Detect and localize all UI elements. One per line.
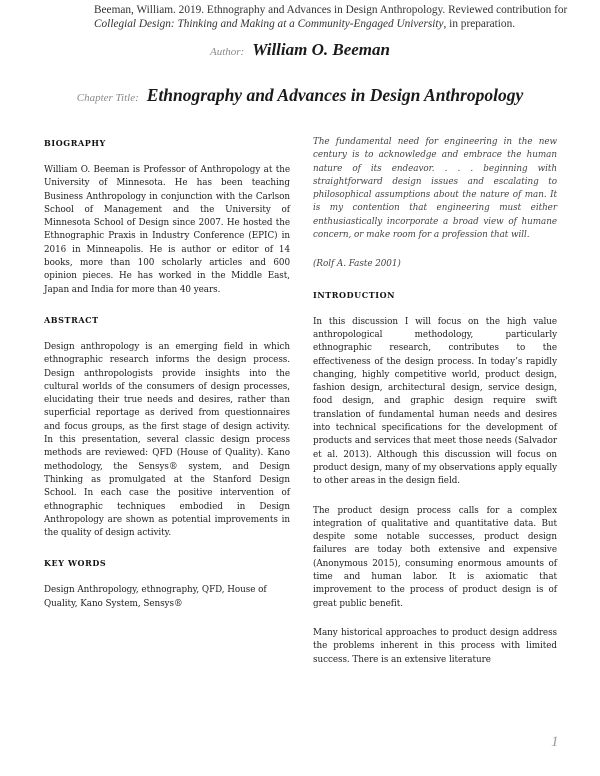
author-line (0, 40, 600, 60)
page-number: 1 (551, 734, 559, 750)
author-label: Author: (210, 46, 245, 58)
citation-book-title: Collegial Design: Thinking and Making at a Community-Engaged University (94, 18, 444, 30)
abstract-heading: ABSTRACT (44, 314, 99, 325)
citation-line1: Beeman, William. 2019. Ethnography and Advances in Design Anthropology. Reviewed contribution for (94, 4, 568, 16)
right-column (313, 136, 557, 683)
chapter-line (0, 85, 600, 106)
epigraph-text: The fundamental need for engineering in the new century is to acknowledge and embrace the human nature of its endeavor. . . . beginning with straightforward design issues and escalating to philosophical assumptions about the nature of man. It is my contention that engineering must either enthusiastically incorporate a broad view of humane concern, or make room for a profession that will. (313, 137, 557, 241)
introduction-heading: INTRODUCTION (313, 289, 396, 300)
citation (94, 3, 594, 31)
citation-suffix: , in preparation. (443, 18, 516, 30)
chapter-label: Chapter Title: (76, 92, 139, 104)
intro-paragraph-2: The product design process calls for a complex integration of qualitative and quantitative data. But despite some notable successes, product design failures are today both extensive and expensive (Anonymous 2015), consuming enormous amounts of time and human labor. It is axiomatic that improvement to the process of product design is of great public benefit. (313, 505, 557, 609)
keywords-text: Design Anthropology, ethnography, QFD, House of Quality, Kano System, Sensys® (44, 585, 267, 609)
biography-heading: BIOGRAPHY (44, 138, 106, 148)
intro-paragraph-3: Many historical approaches to product design address the problems inherent in this process with limited success. There is an extensive literature (313, 627, 557, 665)
biography-text: William O. Beeman is Professor of Anthropology at the University of Minnesota. He has been teaching Business Anthropology in conjunction with the Carlson School of Management and the University of Minnesota School of Design since 2007. He hosted the Ethnographic Praxis in Industry Conference (EPIC) in 2016 in Minneapolis. He is author or editor of 14 books, more than 100 scholarly articles and 600 opinion pieces. He has worked in the Middle East, Japan and India for more than 40 years. (44, 165, 290, 295)
left-column (44, 136, 290, 627)
abstract-text: Design anthropology is an emerging field in which ethnographic research informs the design process. Design anthropologists provide insights into the cultural worlds of the consumers of design processes, elucidating their true needs and desires, rather than superficial reportage as derived from questionnaires and focus groups, as the first stage of design activity. In this presentation, several classic design process methods are reviewed: QFD (House of Quality). Kano methodology, the Sensys® system, and Design Thinking as promulgated at the Stanford Design School. In each case the positive intervention of ethnographic techniques embodied in Design Anthropology are shown as potential improvements in the quality of design activity. (44, 341, 290, 539)
keywords-heading: KEY WORDS (44, 558, 107, 569)
author-name: William O. Beeman (252, 40, 390, 59)
chapter-title: Ethnography and Advances in Design Anthropology (146, 85, 524, 105)
epigraph-source: (Rolf A. Faste 2001) (313, 259, 401, 270)
intro-paragraph-1: In this discussion I will focus on the high value anthropological methodology, particularly ethnographic research, contributes to the effectiveness of the design process. In today’s rapidly changing, highly competitive world, product design, fashion design, architectural design, service design, food design, and graphic design require swift translation of fundamental human needs and desires into technical specifications for the development of products and services that meet those needs (Salvador et al. 2013). Although this discussion will focus on product design, many of my observations apply equally to other areas in the design field. (313, 316, 557, 487)
